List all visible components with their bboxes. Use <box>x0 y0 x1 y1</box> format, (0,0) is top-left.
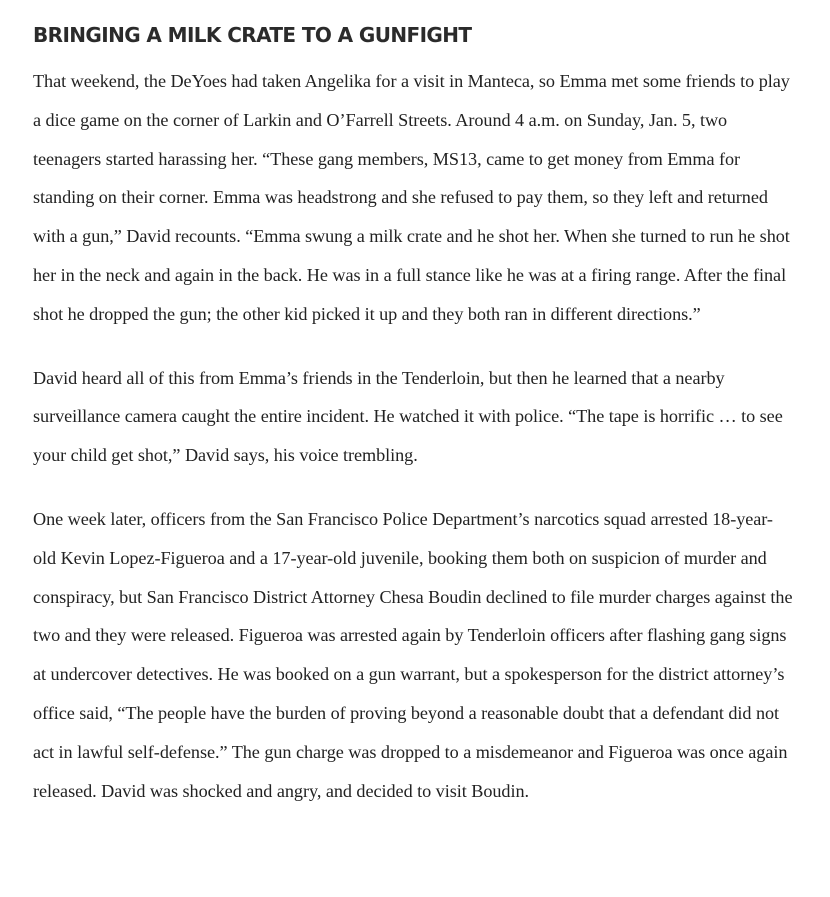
paragraph-arrests-release: One week later, officers from the San Francisco Police Department’s narcotics squad arrested 18-year-old Kevin Lopez-Figueroa and a 17-year-old juvenile, booking them both on suspicion of murder and conspiracy, but San Francisco District Attorney Chesa Boudin declined to file murder charges against the two and they were released. Figueroa was arrested again by Tenderloin officers after flashing gang signs at undercover detectives. He was booked on a gun warrant, but a spokesperson for the district attorney’s office said, “The people have the burden of proving beyond a reasonable doubt that a defendant did not act in lawful self-defense.” The gun charge was dropped to a misdemeanor and Figueroa was once again released. David was shocked and angry, and decided to visit Boudin. <box>33 508 793 801</box>
section-heading: BRINGING A MILK CRATE TO A GUNFIGHT <box>33 23 472 47</box>
paragraph-surveillance-tape: David heard all of this from Emma’s friends in the Tenderloin, but then he learned that a nearby surveillance camera caught the entire incident. He watched it with police. “The tape is horrific … to see your child get shot,” David says, his voice trembling. <box>33 367 783 466</box>
article-body <box>33 20 795 835</box>
paragraph-weekend-shooting: That weekend, the DeYoes had taken Angelika for a visit in Manteca, so Emma met some friends to play a dice game on the corner of Larkin and O’Farrell Streets. Around 4 a.m. on Sunday, Jan. 5, two teenagers started harassing her. “These gang members, MS13, came to get money from Emma for standing on their corner. Emma was headstrong and she refused to pay them, so they left and returned with a gun,” David recounts. “Emma swung a milk crate and he shot her. When she turned to run he shot her in the neck and again in the back. He was in a full stance like he was at a firing range. After the final shot he dropped the gun; the other kid picked it up and they both ran in different directions.” <box>33 71 790 324</box>
